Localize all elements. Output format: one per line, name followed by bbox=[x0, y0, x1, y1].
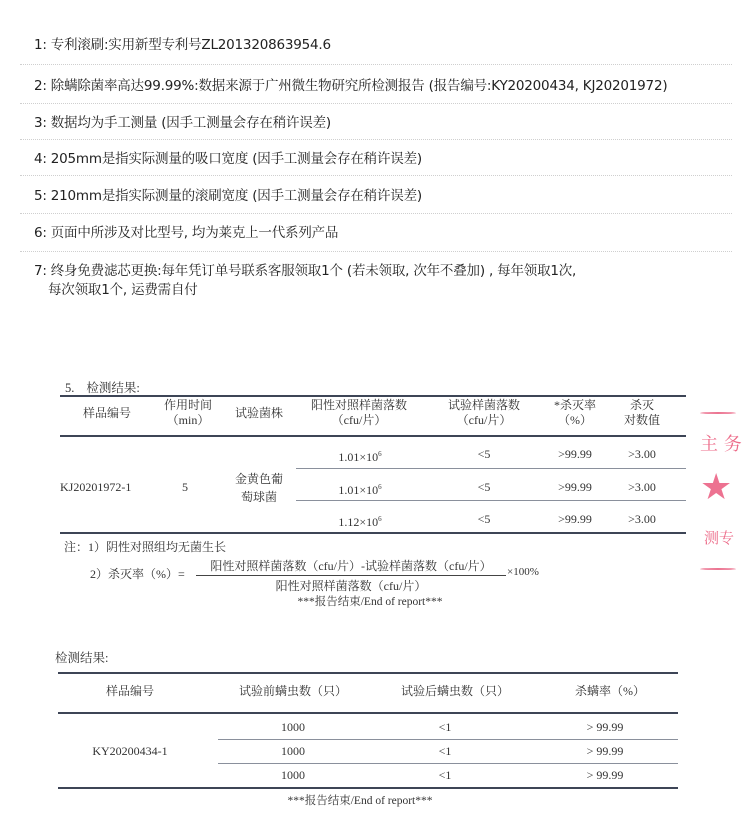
header-unit: （%） bbox=[558, 413, 592, 427]
note-number: 5: bbox=[34, 188, 47, 204]
table-top-rule bbox=[60, 395, 686, 397]
note-text: 除螨除菌率高达99.99%:数据来源于广州微生物研究所检测报告 (报告编号:KY20200434, KJ20201972) bbox=[50, 78, 668, 94]
mites-after-cell: <1 bbox=[438, 744, 452, 758]
header-text: 样品编号 bbox=[82, 406, 131, 420]
note-item-3 bbox=[34, 114, 734, 133]
note-divider bbox=[20, 251, 732, 252]
note-continuation: 每次领取1个, 运费需自付 bbox=[48, 282, 198, 298]
strain-text: 金黄色葡 bbox=[234, 472, 283, 486]
note-divider bbox=[20, 175, 732, 176]
test-count-cell: <5 bbox=[477, 512, 491, 526]
row-divider bbox=[218, 763, 678, 764]
mites-after-cell: <1 bbox=[438, 768, 452, 782]
note-number: 6: bbox=[34, 225, 47, 241]
header-text: 阳性对照样菌落数 bbox=[310, 398, 407, 412]
note-text: 205mm是指实际测量的吸口宽度 (因手工测量会存在稍许误差) bbox=[50, 151, 422, 167]
header-unit: （cfu/片） bbox=[456, 413, 512, 427]
header-test-count bbox=[430, 398, 538, 428]
positive-count-cell bbox=[310, 480, 410, 498]
note-text: 数据均为手工测量 (因手工测量会存在稍许误差) bbox=[50, 115, 331, 131]
value: 1.01×10 bbox=[338, 450, 379, 464]
report-1-title bbox=[65, 378, 140, 396]
header-text: 试验菌株 bbox=[234, 406, 283, 420]
header-text: 作用时间 bbox=[163, 398, 212, 412]
header-unit: （cfu/片） bbox=[331, 413, 387, 427]
table-bottom-rule bbox=[60, 532, 686, 534]
note-item-4 bbox=[34, 150, 734, 169]
formula-denominator: 阳性对照样菌落数（cfu/片） bbox=[275, 579, 427, 593]
note-item-1 bbox=[34, 36, 734, 55]
note-number: 4: bbox=[34, 151, 47, 167]
header-text: *杀灭率 bbox=[553, 398, 596, 412]
note-divider bbox=[20, 213, 732, 214]
report-2-end: ***报告结束/End of report*** bbox=[287, 795, 433, 807]
note-item-7 bbox=[34, 262, 734, 300]
kill-rate-cell: >99.99 bbox=[558, 512, 592, 526]
note-divider bbox=[20, 139, 732, 140]
header-kill-rate bbox=[540, 398, 610, 428]
section-title: 检测结果: bbox=[86, 381, 140, 395]
note-number: 7: bbox=[34, 263, 47, 279]
seal-arc bbox=[700, 568, 736, 570]
header-mites-before: 试验前螨虫数（只） bbox=[238, 684, 347, 698]
star-icon: ★ bbox=[700, 467, 733, 508]
mite-kill-rate-cell: > 99.99 bbox=[586, 768, 624, 782]
header-mite-kill-rate: 杀螨率（%） bbox=[575, 684, 645, 698]
header-time bbox=[150, 398, 226, 428]
value: 1.12×10 bbox=[338, 515, 379, 529]
mites-before-cell: 1000 bbox=[281, 768, 305, 782]
time-cell: 5 bbox=[182, 480, 188, 494]
table-bottom-rule bbox=[58, 787, 678, 789]
exponent: 6 bbox=[378, 515, 382, 523]
note-item-6 bbox=[34, 224, 734, 243]
table-top-rule bbox=[58, 672, 678, 674]
log-value-cell: >3.00 bbox=[628, 480, 656, 494]
mite-kill-rate-cell: > 99.99 bbox=[586, 744, 624, 758]
mites-before-cell: 1000 bbox=[281, 720, 305, 734]
positive-count-cell bbox=[310, 512, 410, 530]
section-number: 5. bbox=[65, 381, 75, 395]
exponent: 6 bbox=[378, 450, 382, 458]
kill-rate-cell: >99.99 bbox=[558, 480, 592, 494]
header-text: 试验样菌落数 bbox=[447, 398, 520, 412]
strain-cell bbox=[218, 470, 300, 506]
test-count-cell: <5 bbox=[477, 480, 491, 494]
seal-text: 主 务 bbox=[700, 434, 742, 455]
note-number: 1: bbox=[34, 37, 47, 53]
note-text: 页面中所涉及对比型号, 均为莱克上一代系列产品 bbox=[50, 225, 339, 241]
formula-numerator: 阳性对照样菌落数（cfu/片）-试验样菌落数（cfu/片） bbox=[196, 557, 506, 576]
note-number: 3: bbox=[34, 115, 47, 131]
test-count-cell: <5 bbox=[477, 447, 491, 461]
header-sample-id bbox=[62, 406, 152, 421]
exponent: 6 bbox=[378, 483, 382, 491]
note-item-5 bbox=[34, 187, 734, 206]
official-seal-stamp bbox=[698, 412, 742, 570]
note-divider bbox=[20, 64, 732, 65]
footnote-negative-control: 注：1）阴性对照组均无菌生长 bbox=[64, 540, 227, 554]
report-1-end: ***报告结束/End of report*** bbox=[297, 596, 443, 608]
table-header-rule bbox=[58, 712, 678, 714]
row-divider bbox=[296, 500, 686, 501]
seal-arc bbox=[700, 412, 736, 414]
mite-kill-rate-cell: > 99.99 bbox=[586, 720, 624, 734]
positive-count-cell bbox=[310, 447, 410, 465]
sample-id-cell: KY20200434-1 bbox=[92, 744, 168, 758]
strain-text: 萄球菌 bbox=[240, 490, 277, 504]
kill-rate-formula bbox=[196, 557, 506, 594]
note-text: 专利滚刷:实用新型专利号ZL201320863954.6 bbox=[50, 37, 331, 53]
header-unit: 对数值 bbox=[623, 413, 660, 427]
header-positive-count bbox=[300, 398, 418, 428]
header-log-value bbox=[610, 398, 674, 428]
note-text: 210mm是指实际测量的滚刷宽度 (因手工测量会存在稍许误差) bbox=[50, 188, 422, 204]
header-mites-after: 试验后螨虫数（只） bbox=[400, 684, 509, 698]
note-item-2 bbox=[34, 77, 734, 96]
footnote-formula-label: 2）杀灭率（%）= bbox=[90, 567, 185, 581]
header-unit: （min） bbox=[166, 413, 210, 427]
table-header-rule bbox=[60, 435, 686, 437]
log-value-cell: >3.00 bbox=[628, 447, 656, 461]
value: 1.01×10 bbox=[338, 483, 379, 497]
log-value-cell: >3.00 bbox=[628, 512, 656, 526]
note-divider bbox=[20, 103, 732, 104]
mites-after-cell: <1 bbox=[438, 720, 452, 734]
seal-text: 测专 bbox=[704, 529, 735, 547]
report-2-title: 检测结果: bbox=[55, 651, 109, 665]
header-sample-id: 样品编号 bbox=[105, 684, 154, 698]
row-divider bbox=[296, 468, 686, 469]
note-number: 2: bbox=[34, 78, 47, 94]
mites-before-cell: 1000 bbox=[281, 744, 305, 758]
header-text: 杀灭 bbox=[629, 398, 654, 412]
row-divider bbox=[218, 739, 678, 740]
note-text: 终身免费滤芯更换:每年凭订单号联系客服领取1个 (若未领取, 次年不叠加) , 每年领取1次, bbox=[50, 263, 577, 279]
formula-factor: ×100% bbox=[507, 566, 539, 578]
header-strain bbox=[222, 406, 296, 421]
kill-rate-cell: >99.99 bbox=[558, 447, 592, 461]
sample-id-cell: KJ20201972-1 bbox=[60, 480, 132, 494]
